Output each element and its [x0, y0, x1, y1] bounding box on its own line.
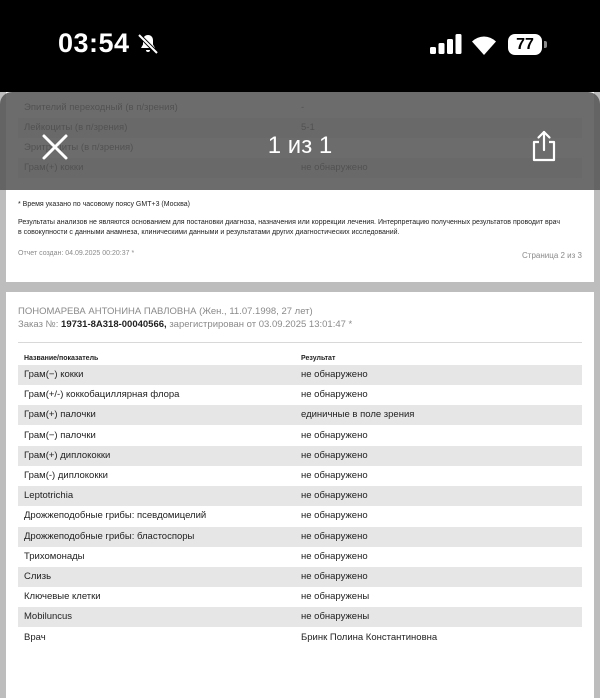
- battery-tip: [544, 41, 547, 48]
- table-row: [18, 607, 582, 627]
- row-result: не обнаружено: [301, 449, 368, 461]
- row-name: Трихомонады: [24, 550, 85, 562]
- table-row: [18, 385, 582, 405]
- row-result: не обнаружены: [301, 591, 370, 603]
- page-number: Страница 2 из 3: [522, 251, 582, 260]
- timezone-footnote: * Время указано по часовому поясу GMT+3 (Москва): [18, 201, 190, 208]
- row-result: не обнаружено: [301, 571, 368, 582]
- table-row: [18, 567, 582, 587]
- row-result: не обнаружено: [301, 470, 368, 481]
- table-row: [18, 466, 582, 486]
- cellular-signal-icon: [430, 34, 462, 54]
- row-name: Грам(+) диплококки: [24, 449, 111, 461]
- table-row: [18, 587, 582, 607]
- table-row: [18, 506, 582, 526]
- table-row: [18, 547, 582, 567]
- bell-muted-icon: [136, 32, 160, 56]
- document-page-2: [6, 292, 594, 698]
- table-row: [18, 446, 582, 466]
- row-name: Mobiluncus: [24, 611, 73, 623]
- disclaimer-line-2: в совокупности с данными анамнеза, клиническими данными и результатами других диагностических исследований.: [18, 229, 400, 236]
- row-result: не обнаружены: [301, 611, 370, 623]
- order-info: Заказ №: 19731-8А318-00040566, зарегистрирован от 03.09.2025 13:01:47 *: [18, 319, 353, 330]
- row-name: Ключевые клетки: [24, 591, 101, 603]
- column-header-result: Результат: [301, 355, 336, 362]
- row-name: Дрожжеподобные грибы: псевдомицелий: [24, 510, 207, 522]
- report-created: Отчет создан: 04.09.2025 00:20:37 *: [18, 250, 135, 257]
- row-result: не обнаружено: [301, 389, 368, 401]
- row-result: Бринк Полина Константиновна: [301, 631, 438, 643]
- status-bar: [0, 0, 600, 92]
- patient-info: ПОНОМАРЕВА АНТОНИНА ПАВЛОВНА (Жен., 11.07.1998, 27 лет): [18, 306, 313, 317]
- row-result: не обнаружено: [301, 369, 368, 380]
- row-result: не обнаружено: [301, 490, 368, 502]
- row-name: Грам(+) палочки: [24, 409, 96, 421]
- row-result: не обнаружено: [301, 429, 368, 441]
- page-counter: 1 из 1: [267, 132, 333, 159]
- table-row: [18, 426, 582, 446]
- row-name: Грам(−) палочки: [24, 429, 96, 441]
- viewer-toolbar: [0, 92, 600, 190]
- row-result: не обнаружено: [301, 530, 368, 542]
- column-header-name: Название/показатель: [24, 355, 99, 362]
- row-name: Слизь: [24, 571, 52, 582]
- row-result: не обнаружено: [301, 550, 368, 562]
- divider: [18, 342, 582, 343]
- row-name: Грам(−) кокки: [24, 369, 84, 380]
- row-name: Грам(-) диплококки: [24, 470, 108, 481]
- order-number: 19731-8А318-00040566,: [61, 319, 167, 330]
- battery-level: 77: [508, 34, 542, 55]
- disclaimer-line-1: Результаты анализов не являются основанием для постановки диагноза, назначения или коррекции лечения. Интерпретацию полученных результатов проводит врач: [18, 219, 561, 226]
- row-name: Leptotrichia: [24, 490, 74, 502]
- row-name: Врач: [24, 631, 46, 643]
- share-icon[interactable]: [530, 130, 558, 162]
- table-row: [18, 628, 582, 648]
- document-viewer[interactable]: [0, 92, 600, 698]
- clock: 03:54: [58, 28, 130, 58]
- table-row: [18, 527, 582, 547]
- row-name: Грам(+/-) коккобациллярная флора: [24, 389, 180, 401]
- row-result: не обнаружено: [301, 510, 368, 522]
- wifi-icon: [471, 33, 497, 55]
- table-row: [18, 486, 582, 506]
- row-name: Дрожжеподобные грибы: бластоспоры: [24, 530, 195, 542]
- table-row: [18, 365, 582, 385]
- row-result: единичные в поле зрения: [301, 409, 415, 421]
- table-row: [18, 405, 582, 425]
